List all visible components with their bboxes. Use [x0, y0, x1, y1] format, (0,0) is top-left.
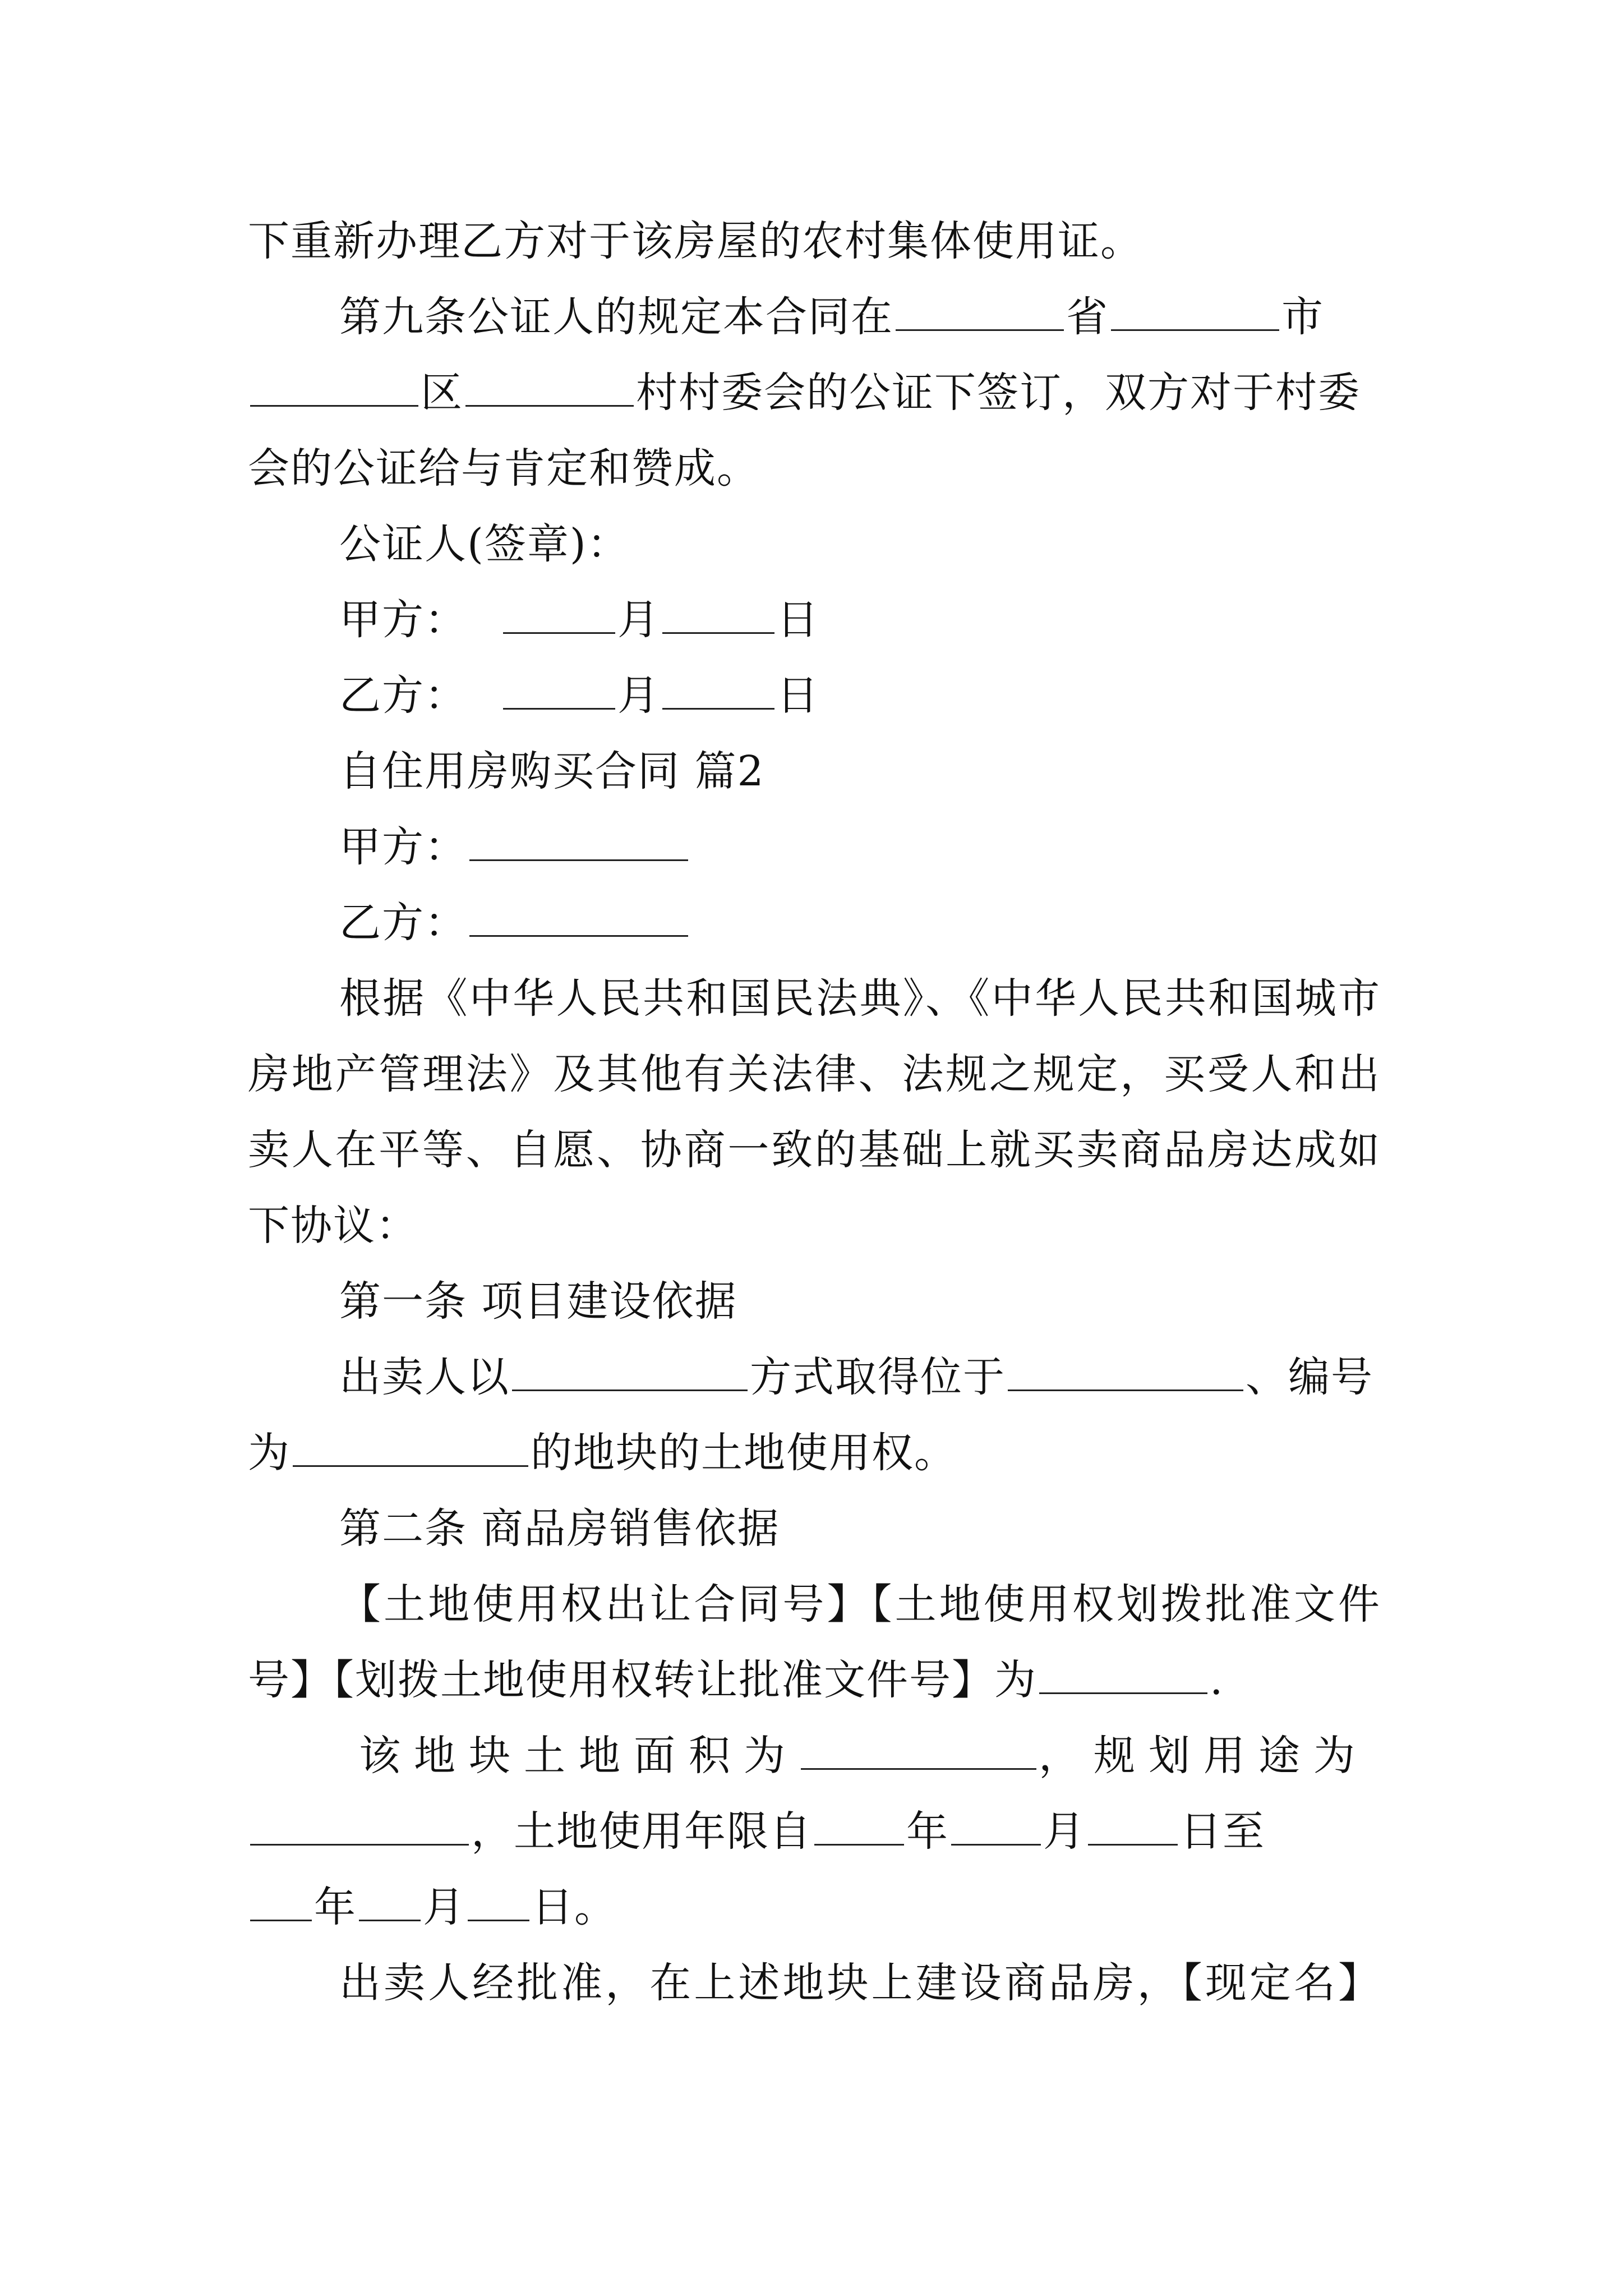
text-line: ，土地使用年限自 年 月 日至 [248, 1798, 1381, 1865]
text-line: 出卖人以 方式取得位于 、编号 [339, 1353, 1373, 1401]
text-line: 甲方： [339, 813, 1381, 881]
text-line: 出卖人经批准，在上述地块上建设商品房，【现定名】 [339, 1959, 1381, 2007]
blank-month [503, 595, 615, 634]
blank-location [1008, 1352, 1243, 1391]
blank-day [662, 670, 774, 710]
blank-village [465, 367, 634, 407]
blank-document-number [1039, 1655, 1207, 1694]
text-line: 下重新办理乙方对于该房屋的农村集体使用证。 [248, 217, 1143, 265]
blank-month [359, 1882, 421, 1921]
blank-year [814, 1806, 904, 1846]
blank-planned-use [250, 1806, 469, 1846]
text-line: 乙方： [339, 889, 1381, 956]
text-line: 房地产管理法》及其他有关法律、法规之规定，买受人和出 [248, 1050, 1381, 1098]
blank-year [250, 1882, 312, 1921]
blank-district [250, 367, 418, 407]
section-heading: 自住用房购买合同 篇2 [339, 747, 765, 795]
blank-land-area [801, 1731, 1036, 1770]
blank-party-a [469, 822, 688, 861]
blank-day [1088, 1806, 1178, 1846]
text-line: 卖人在平等、自愿、协商一致的基础上就买卖商品房达成如 [248, 1126, 1381, 1174]
text-line: 为 的地块的土地使用权。 [248, 1429, 957, 1477]
text-line: 甲方： 月 日 [339, 596, 819, 644]
section-heading: 第一条 项目建设依据 [339, 1277, 737, 1326]
text-line: 根据《中华人民共和国民法典》、《中华人民共和国城市 [339, 974, 1381, 1023]
blank-acquisition-method [512, 1352, 748, 1391]
text-line: 【土地使用权出让合同号】【土地使用权划拨批准文件 [339, 1580, 1381, 1628]
blank-day [662, 595, 774, 634]
text-line: 区 村村委会的公证下签订，双方对于村委 [248, 359, 1381, 426]
blank-month [503, 670, 615, 710]
blank-party-b [469, 898, 688, 937]
blank-plot-number [293, 1428, 528, 1467]
text-line: 公证人(签章)： [339, 520, 630, 568]
blank-province [896, 292, 1064, 331]
text-line: 号】【划拨土地使用权转让批准文件号】为 . [248, 1656, 1224, 1704]
text-line: 乙方： 月 日 [339, 671, 819, 720]
section-heading: 第二条 商品房销售依据 [339, 1504, 780, 1553]
text-line: 该地块土地面积为 ，规划用途为 [359, 1732, 1368, 1780]
blank-day [468, 1882, 529, 1921]
text-line: 第九条公证人的规定本合同在 省 市 [339, 293, 1324, 341]
text-line: 会的公证给与肯定和赞成。 [248, 444, 759, 493]
blank-city [1111, 292, 1279, 331]
text-line: 年 月 日。 [248, 1874, 1381, 1941]
text-line: 下协议： [248, 1202, 418, 1250]
blank-month [951, 1806, 1041, 1846]
